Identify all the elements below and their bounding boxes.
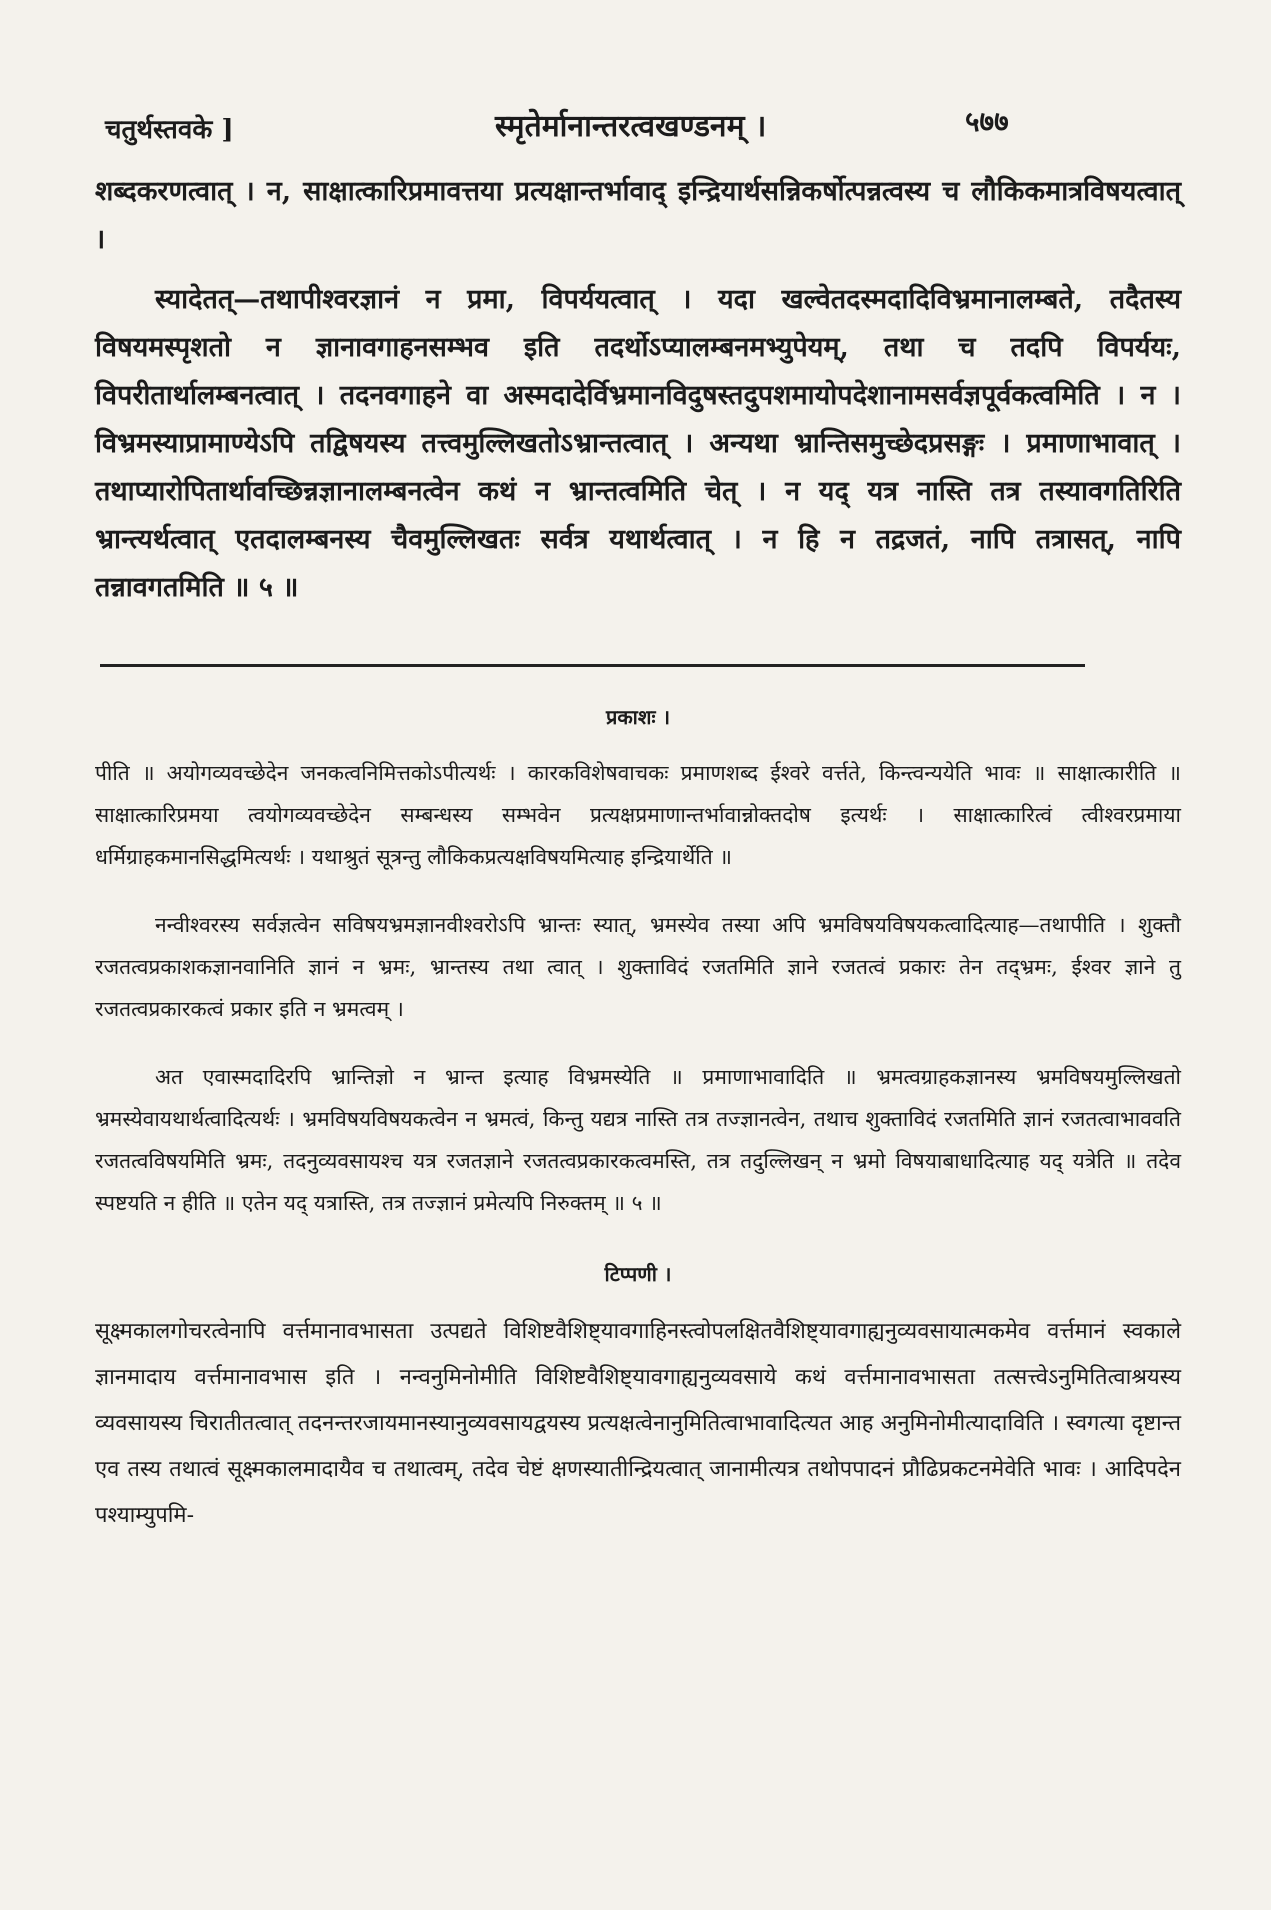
prakasha-commentary (95, 752, 1181, 1224)
tippani-paragraph: सूक्ष्मकालगोचरत्वेनापि वर्त्तमानावभासता उत्पद्यते विशिष्टवैशिष्ट्यावगाहिनस्त्वोपलक्षितवैशिष्ट्यावगाह्यनुव्यवसायात्मकमेव वर्त्तमानं स्वकाले ज्ञानमादाय वर्त्तमानावभास इति । नन्वनुमिनोमीति विशिष्टवैशिष्ट्यावगाह्यनुव्यवसाये कथं वर्त्तमानावभासता तत्सत्त्वेऽनुमितित्वाश्रयस्य व्यवसायस्य चिरातीतत्वात् तदनन्तरजायमानस्यानुव्यवसायद्वयस्य प्रत्यक्षत्वेनानुमितित्वाभावादित्यत आह अनुमिनोमीत्यादाविति । स्वगत्या दृष्टान्त एव तस्य तथात्वं सूक्ष्मकालमादायैव च तथात्वम्, तदेव चेष्टं क्षणस्यातीन्द्रियत्वात् जानामीत्यत्र तथोपपादनं प्रौढिप्रकटनमेवेति भावः । आदिपदेन पश्याम्युपमि- (95, 1319, 1181, 1528)
commentary-paragraph: पीति ॥ अयोगव्यवच्छेदेन जनकत्वनिमित्तकोऽपीत्यर्थः । कारकविशेषवाचकः प्रमाणशब्द ईश्वरे वर्त्तते, किन्त्वन्ययेति भावः ॥ साक्षात्कारीति ॥ साक्षात्कारिप्रमया त्वयोगव्यवच्छेदेन सम्बन्धस्य सम्भवेन प्रत्यक्षप्रमाणान्तर्भावान्नोक्तदोष इत्यर्थः । साक्षात्कारित्वं त्वीश्वरप्रमाया धर्मिग्राहकमानसिद्धमित्यर्थः । यथाश्रुतं सूत्रन्तु लौकिकप्रत्यक्षविषयमित्याह इन्द्रियार्थेति ॥ (95, 761, 1181, 869)
root-paragraph: स्यादेतत्—तथापीश्वरज्ञानं न प्रमा, विपर्ययत्वात् । यदा खल्वेतदस्मदादिविभ्रमानालम्बते, तदैतस्य विषयमस्पृशतो न ज्ञानावगाहनसम्भव इति तदर्थोऽप्यालम्बनमभ्युपेयम्, तथा च तदपि विपर्ययः, विपरीतार्थालम्बनत्वात् । तदनवगाहने वा अस्मदादेर्विभ्रमानविदुषस्तदुपशमायोपदेशानामसर्वज्ञपूर्वकत्वमिति । न । विभ्रमस्याप्रामाण्येऽपि तद्विषयस्य तत्त्वमुल्लिखतोऽभ्रान्तत्वात् । अन्यथा भ्रान्तिसमुच्छेदप्रसङ्गः । प्रमाणाभावात् । तथाप्यारोपितार्थावच्छिन्नज्ञानालम्बनत्वेन कथं न भ्रान्तत्वमिति चेत् । न यद् यत्र नास्ति तत्र तस्यावगतिरिति भ्रान्त्यर्थत्वात् एतदालम्बनस्य चैवमुल्लिखतः सर्वत्र यथार्थत्वात् । न हि न तद्रजतं, नापि तत्रासत्, नापि तन्नावगतमिति ॥ ५ ॥ (95, 284, 1181, 603)
page-number: ५७७ (965, 105, 1009, 138)
section-title: स्मृतेर्मानान्तरत्वखण्डनम् । (495, 109, 767, 144)
running-header (95, 100, 1181, 145)
section-divider (100, 664, 1085, 667)
chapter-label: चतुर्थस्तवके ] (105, 115, 234, 145)
commentary-paragraph: नन्वीश्वरस्य सर्वज्ञत्वेन सविषयभ्रमज्ञानवीश्वरोऽपि भ्रान्तः स्यात्, भ्रमस्येव तस्या अपि भ्रमविषयविषयकत्वादित्याह—तथापीति । शुक्तौ रजतत्वप्रकाशकज्ञानवानिति ज्ञानं न भ्रमः, भ्रान्तस्य तथा त्वात् । शुक्ताविदं रजतमिति ज्ञाने रजतत्वं प्रकारः तेन तद्भ्रमः, ईश्वर ज्ञाने तु रजतत्वप्रकारकत्वं प्रकार इति न भ्रमत्वम् । (95, 913, 1181, 1021)
tippani-heading: टिप्पणी । (604, 1262, 672, 1286)
prakasha-heading: प्रकाशः । (605, 705, 671, 729)
root-text (95, 168, 1181, 612)
root-paragraph: शब्दकरणत्वात् । न, साक्षात्कारिप्रमावत्तया प्रत्यक्षान्तर्भावाद् इन्द्रियार्थसन्निकर्षोत्पन्नत्वस्य च लौकिकमात्रविषयत्वात् । (95, 176, 1181, 255)
commentary-paragraph: अत एवास्मदादिरपि भ्रान्तिज्ञो न भ्रान्त इत्याह विभ्रमस्येति ॥ प्रमाणाभावादिति ॥ भ्रमत्वग्राहकज्ञानस्य भ्रमविषयमुल्लिखतो भ्रमस्येवायथार्थत्वादित्यर्थः । भ्रमविषयविषयकत्वेन न भ्रमत्वं, किन्तु यद्यत्र नास्ति तत्र तज्ज्ञानत्वेन, तथाच शुक्ताविदं रजतमिति ज्ञानं रजतत्वाभाववति रजतत्वविषयमिति भ्रमः, तदनुव्यवसायश्च यत्र रजतज्ञाने रजतत्वप्रकारकत्वमस्ति, तत्र तदुल्लिखन् न भ्रमो विषयाबाधादित्याह यद् यत्रेति ॥ तदेव स्पष्टयति न हीति ॥ एतेन यद् यत्रास्ति, तत्र तज्ज्ञानं प्रमेत्यपि निरुक्तम् ॥ ५ ॥ (95, 1065, 1181, 1215)
tippani-notes (95, 1309, 1181, 1539)
